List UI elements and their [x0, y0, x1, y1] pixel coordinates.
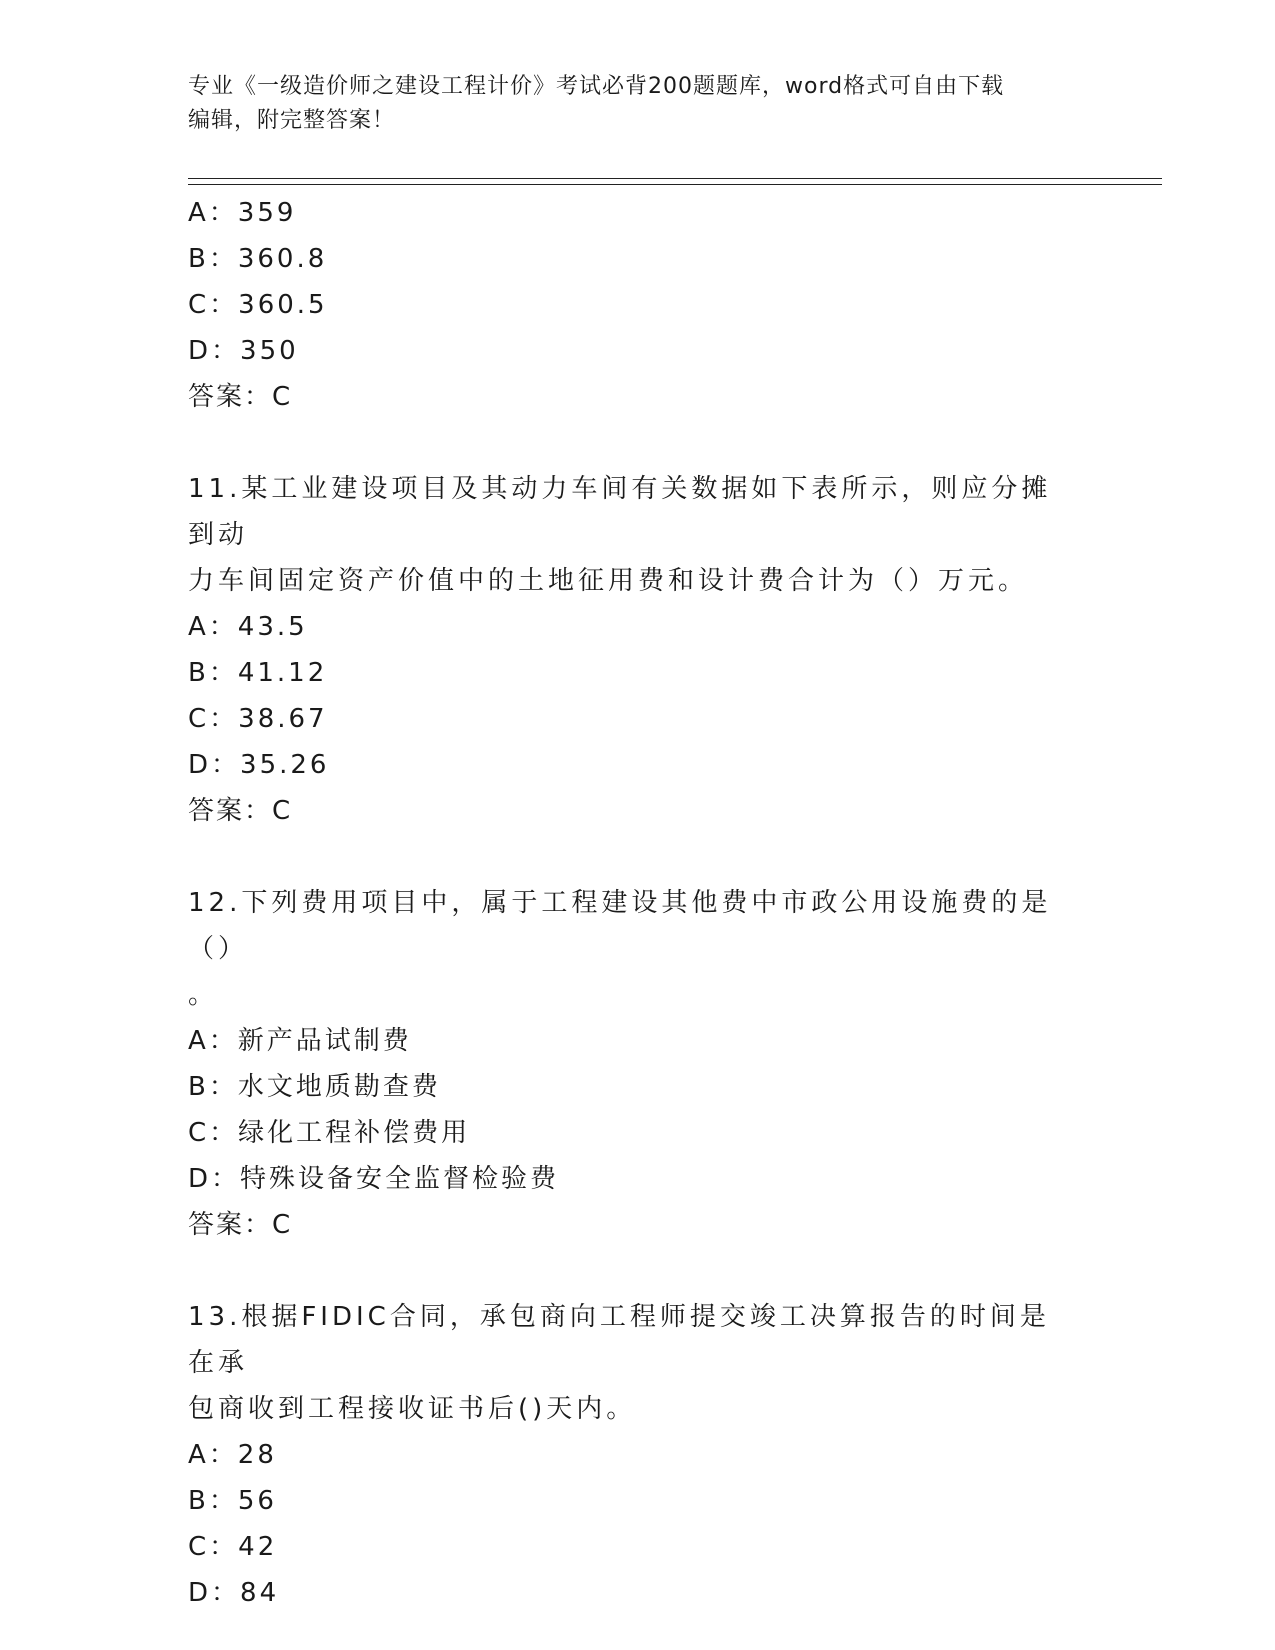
option-c: C：38.67: [188, 704, 328, 734]
question-text-line-1: 12.下列费用项目中，属于工程建设其他费中市政公用设施费的是（）: [188, 888, 1052, 964]
option-d: D：35.26: [188, 750, 330, 780]
question-text-line-2: 。: [188, 980, 219, 1010]
question-13: [188, 1294, 1078, 1616]
question-10-continued: [188, 190, 1078, 420]
header-line-2: 编辑，附完整答案！: [188, 108, 396, 133]
option-d: D：350: [188, 336, 299, 366]
option-b: B：56: [188, 1486, 277, 1516]
option-d: D：特殊设备安全监督检验费: [188, 1164, 560, 1194]
spacer: [188, 1248, 1078, 1294]
question-text-line-2: 力车间固定资产价值中的土地征用费和设计费合计为（）万元。: [188, 566, 1029, 596]
question-text-line-1: 11.某工业建设项目及其动力车间有关数据如下表所示，则应分摊到动: [188, 474, 1052, 550]
option-b: B：水文地质勘查费: [188, 1072, 441, 1102]
question-text-line-2: 包商收到工程接收证书后()天内。: [188, 1394, 637, 1424]
question-list: [188, 190, 1078, 1616]
option-a: A：359: [188, 198, 297, 228]
document-header: [188, 70, 1078, 138]
option-b: B：360.8: [188, 244, 328, 274]
header-divider-top: [188, 178, 1162, 179]
option-a: A：43.5: [188, 612, 308, 642]
option-b: B：41.12: [188, 658, 328, 688]
option-d: D：84: [188, 1578, 280, 1608]
spacer: [188, 420, 1078, 466]
option-c: C：42: [188, 1532, 278, 1562]
question-12: [188, 880, 1078, 1248]
option-a: A：新产品试制费: [188, 1026, 412, 1056]
spacer: [188, 834, 1078, 880]
answer-line: 答案：C: [188, 796, 293, 826]
option-c: C：绿化工程补偿费用: [188, 1118, 471, 1148]
question-text-line-1: 13.根据FIDIC合同，承包商向工程师提交竣工决算报告的时间是在承: [188, 1302, 1050, 1378]
option-c: C：360.5: [188, 290, 328, 320]
header-divider-bottom: [188, 184, 1162, 185]
option-a: A：28: [188, 1440, 277, 1470]
question-11: [188, 466, 1078, 834]
answer-line: 答案：C: [188, 382, 293, 412]
header-line-1: 专业《一级造价师之建设工程计价》考试必背200题题库，word格式可自由下载: [188, 74, 1005, 99]
answer-line: 答案：C: [188, 1210, 293, 1240]
